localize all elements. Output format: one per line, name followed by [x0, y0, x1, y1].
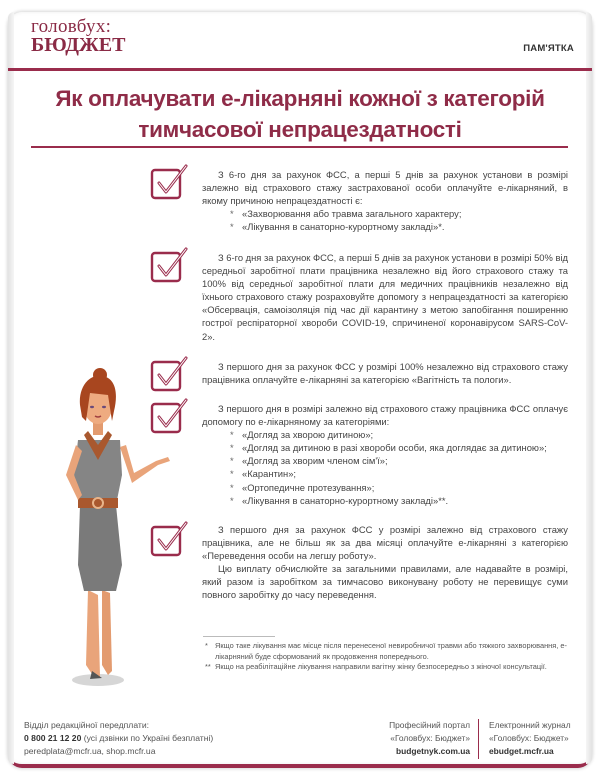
- footnote: [205, 641, 567, 662]
- footer-divider: [478, 719, 479, 759]
- portal-name: «Головбух: Бюджет»: [390, 733, 470, 743]
- footnote: [205, 662, 567, 673]
- title-divider: [31, 146, 568, 148]
- item-text-secondary: Цю виплату обчислюйте за загальними правилами, але надавайте в розмірі, який разом із заробітком за тимчасово виконувану роботу не перевищує суми повного заробітку до часу переведення.: [202, 563, 568, 601]
- item-text: З першого дня за рахунок ФСС у розмірі 100% незалежно від страхового стажу працівника оплачуйте е-лікарняні за категорією «Вагітність та пологи».: [202, 361, 568, 386]
- bullet-item: * «Лікування в санаторно-курортному закладі»**.: [230, 494, 568, 507]
- bullet-item: * «Ортопедичне протезування»;: [230, 481, 568, 494]
- phone-number[interactable]: 0 800 21 12 20: [24, 733, 82, 743]
- list-item: [202, 523, 568, 602]
- bullet-list: [202, 428, 568, 507]
- list-item: [202, 402, 568, 507]
- item-text: З першого дня в розмірі залежно від страхового стажу працівника ФСС оплачує допомогу по е-лікарняному за категоріями:: [202, 403, 568, 428]
- item-text: З 6-го дня за рахунок ФСС, а перші 5 днів за рахунок установи в розмірі 50% від середньої заробітної плати працівника незалежно від його страхового стажу та 100% від середньої заробітної плати для медичних працівників незалежно від їхнього страхового стажу розраховуйте допомогу з непрацездатності за категорією «Обсервація, самоізоляція під час дії карантину з метою запобігання поширенню гострої респіраторної хвороби COVID-19, спричиненої коронавірусом SARS-CoV-2».: [202, 252, 568, 342]
- brand-logo: [31, 18, 125, 54]
- portal-info: [360, 719, 470, 758]
- bullet-item: * «Карантин»;: [230, 467, 568, 480]
- bullet-item: * «Догляд за дитиною в разі хвороби особи, яка доглядає за дитиною»;: [230, 441, 568, 454]
- bullet-list: [202, 207, 568, 233]
- footnotes: [205, 641, 567, 673]
- doc-type-label: ПАМ'ЯТКА: [523, 43, 574, 54]
- list-item: [202, 251, 568, 343]
- footnote-divider: [203, 636, 275, 637]
- journal-link[interactable]: ebudget.mcfr.ua: [489, 746, 554, 756]
- portal-label: Професійний портал: [389, 720, 470, 730]
- item-text: З першого дня за рахунок ФСС у розмірі залежно від страхового стажу працівника, але не більш як за два місяці оплачуйте е-лікарняні з категорією «Переведення особи на легшу роботу».: [202, 524, 568, 562]
- header-divider: [8, 68, 592, 71]
- subscription-label: Відділ редакційної передплати:: [24, 720, 150, 730]
- bullet-item: * «Захворювання або травма загального характеру;: [230, 207, 568, 220]
- contact-links[interactable]: peredplata@mcfr.ua, shop.mcfr.ua: [24, 746, 156, 756]
- checkbox-check-icon: [150, 164, 192, 202]
- title-line1: Як оплачувати е-лікарняні кожної з категорій: [55, 86, 545, 111]
- phone-note: (усі дзвінки по Україні безплатні): [81, 733, 214, 743]
- item-text: З 6-го дня за рахунок ФСС, а перші 5 днів за рахунок установи в розмірі залежно від страхового стажу застрахованої особи оплачуйте е-лікарняний, в якому причиною непрацездатності є:: [202, 169, 568, 207]
- logo-line1: головбух:: [31, 16, 112, 37]
- phone-line: [24, 732, 213, 745]
- bullet-item: * «Догляд за хворою дитиною»;: [230, 428, 568, 441]
- portal-link[interactable]: budgetnyk.com.ua: [396, 746, 470, 756]
- page-title: [30, 83, 570, 145]
- journal-label: Електронний журнал: [489, 720, 571, 730]
- footnote-mark: **: [205, 662, 211, 671]
- title-line2: тимчасової непрацездатності: [138, 117, 462, 142]
- footnote-mark: *: [205, 641, 208, 650]
- footnote-text: Якщо на реабілітаційне лікування направили вагітну жінку безпосередньо з жіночої консультації.: [215, 662, 547, 671]
- subscription-contacts: [24, 719, 213, 758]
- list-item: [202, 360, 568, 386]
- journal-name: «Головбух: Бюджет»: [489, 733, 569, 743]
- journal-info: [489, 719, 571, 758]
- bullet-item: * «Лікування в санаторно-курортному закладі»*.: [230, 220, 568, 233]
- bullet-item: * «Догляд за хворим членом сім'ї»;: [230, 454, 568, 467]
- list-item: [202, 168, 568, 233]
- checkbox-check-icon: [150, 247, 192, 285]
- woman-illustration: [50, 365, 180, 695]
- footnote-text: Якщо таке лікування має місце після перенесеної невиробничої травми або тяжкого захворювання, е-лікарняний буде сформований як продовження попереднього.: [215, 641, 567, 661]
- logo-line2: БЮДЖЕТ: [31, 34, 126, 56]
